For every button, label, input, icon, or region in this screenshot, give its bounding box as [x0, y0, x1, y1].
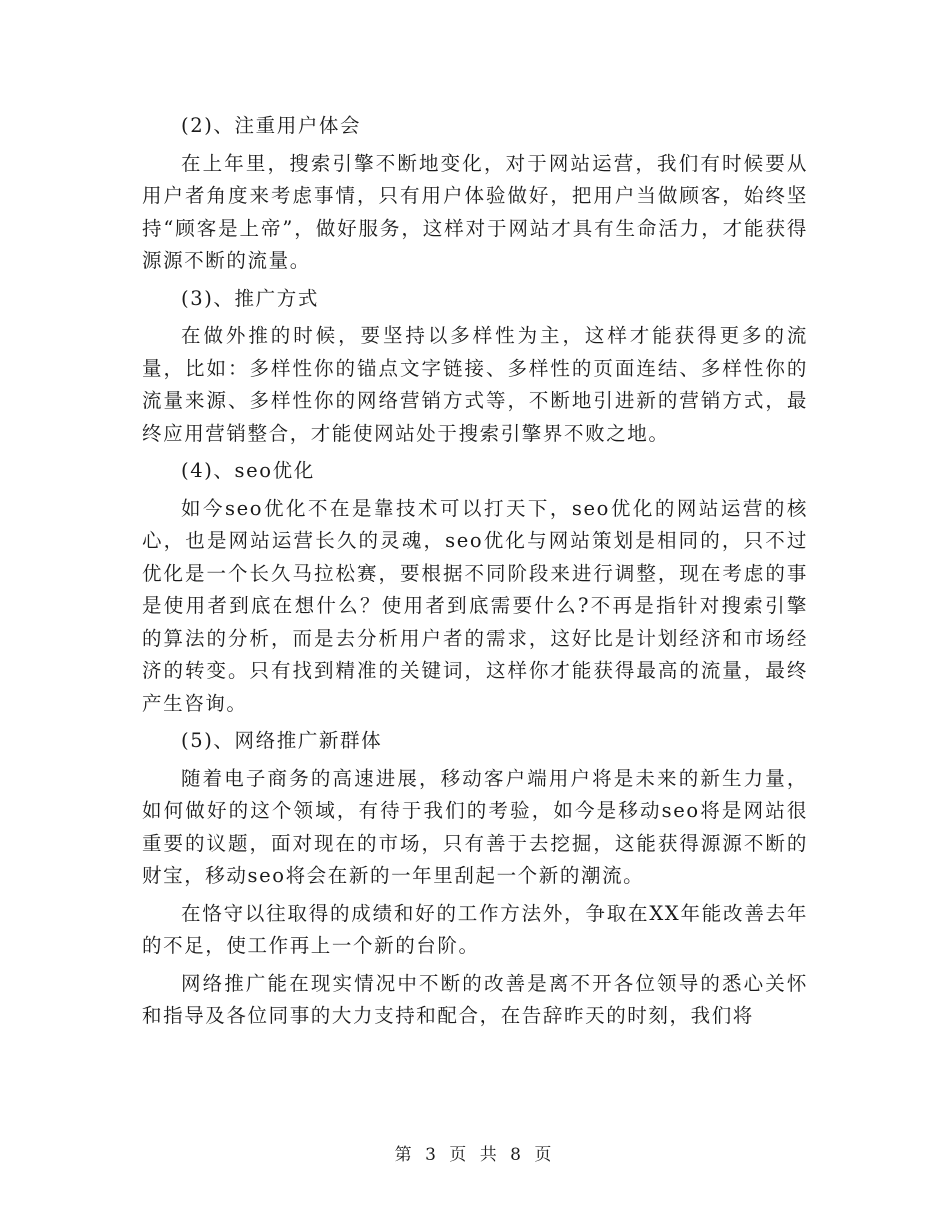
- paragraph-seo: 如今seo优化不在是靠技术可以打天下，seo优化的网站运营的核心，也是网站运营长久的灵魂，seo优化与网站策划是相同的，只不过优化是一个长久马拉松赛，要根据不同阶段来进行调整，现在考虑的事是使用者到底在想什么？使用者到底需要什么?不再是指针对搜索引擎的算法的分析，而是去分析用户者的需求，这好比是计划经济和市场经济的转变。只有找到精准的关键词，这样你才能获得最高的流量，最终产生咨询。: [142, 496, 808, 715]
- paragraph-promotion-methods: 在做外推的时候，要坚持以多样性为主，这样才能获得更多的流量，比如：多样性你的锚点文字链接、多样性的页面连结、多样性你的流量来源、多样性你的网络营销方式等，不断地引进新的营销方式，最终应用营销整合，才能使网站处于搜索引擎界不败之地。: [142, 324, 808, 445]
- section-heading-promotion-methods: (3)、推广方式: [181, 286, 319, 310]
- document-body: [142, 110, 808, 1038]
- section-heading-seo: (4)、seo优化: [181, 459, 315, 482]
- section-heading-new-groups: (5)、网络推广新群体: [181, 729, 383, 752]
- section-heading-user-experience: (2)、注重用户体会: [181, 114, 362, 137]
- page-number-footer: 第 3 页 共 8 页: [394, 1145, 556, 1165]
- paragraph-mobile: 随着电子商务的高速进展，移动客户端用户将是未来的新生力量，如何做好的这个领域，有待于我们的考验，如今是移动seo将是网站很重要的议题，面对现在的市场，只有善于去挖掘，这能获得源源不断的财宝，移动seo将会在新的一年里刮起一个新的潮流。: [142, 766, 808, 887]
- paragraph-user-experience: 在上年里，搜索引擎不断地变化，对于网站运营，我们有时候要从用户者角度来考虑事情，只有用户体验做好，把用户当做顾客，始终坚持“顾客是上帝”，做好服务，这样对于网站才具有生命活力，才能获得源源不断的流量。: [142, 151, 808, 272]
- paragraph-improvement: 在恪守以往取得的成绩和好的工作方法外，争取在XX年能改善去年的不足，使工作再上一个新的台阶。: [142, 901, 808, 957]
- paragraph-thanks: 网络推广能在现实情况中不断的改善是离不开各位领导的悉心关怀和指导及各位同事的大力支持和配合，在告辞昨天的时刻，我们将: [142, 971, 808, 1027]
